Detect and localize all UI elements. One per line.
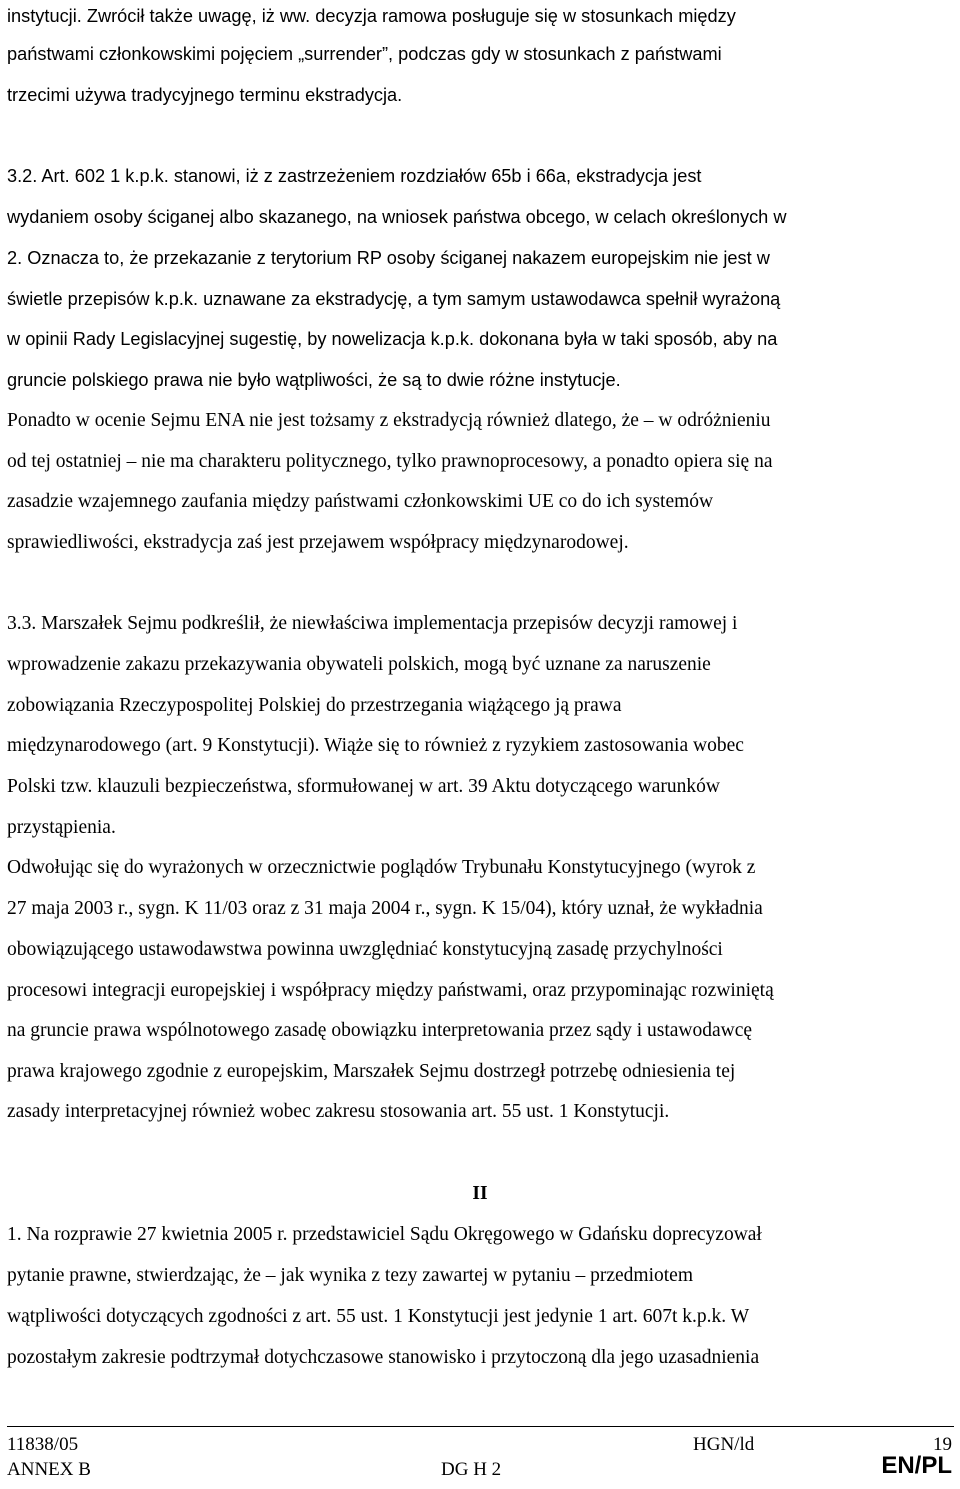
body-line-14: 3.3. Marszałek Sejmu podkreślił, że niewłaściwa implementacja przepisów decyzji ramowej i [7, 613, 738, 634]
section-heading: II [472, 1183, 488, 1204]
footer-dg: DG H 2 [441, 1459, 502, 1480]
body-line-15: wprowadzenie zakazu przekazywania obywateli polskich, mogą być uznane za naruszenie [7, 654, 711, 675]
body-line-17: międzynarodowego (art. 9 Konstytucji). Wiąże się to również z ryzykiem zastosowania wobec [7, 735, 744, 756]
body-line-5: wydaniem osoby ściganej albo skazanego, na wniosek państwa obcego, w celach określonych w [7, 207, 787, 227]
body-line-13: sprawiedliwości, ekstradycja zaś jest przejawem współpracy międzynarodowej. [7, 532, 629, 553]
body-line-1: instytucji. Zwrócił także uwagę, iż ww. decyzja ramowa posługuje się w stosunkach między [7, 6, 736, 26]
footer-language: EN/PL [881, 1452, 952, 1479]
body-line-28: pytanie prawne, stwierdzając, że – jak wynika z tezy zawartej w pytaniu – przedmiotem [7, 1265, 694, 1286]
body-line-9: gruncie polskiego prawa nie było wątpliwości, że są to dwie różne instytucje. [7, 370, 621, 390]
footer-doc-number: 11838/05 [7, 1434, 79, 1455]
body-line-16: zobowiązania Rzeczypospolitej Polskiej do przestrzegania wiążącego ją prawa [7, 695, 622, 716]
body-line-4: 3.2. Art. 602 1 k.p.k. stanowi, iż z zastrzeżeniem rozdziałów 65b i 66a, ekstradycja jest [7, 166, 702, 186]
body-line-30: pozostałym zakresie podtrzymał dotychczasowe stanowisko i przytoczoną dla jego uzasadnienia [7, 1347, 760, 1368]
body-line-6: 2. Oznacza to, że przekazanie z terytorium RP osoby ściganej nakazem europejskim nie jest w [7, 248, 770, 268]
body-line-12: zasadzie wzajemnego zaufania między państwami członkowskimi UE co do ich systemów [7, 491, 714, 512]
footer-annex: ANNEX B [7, 1459, 91, 1480]
body-line-29: wątpliwości dotyczących zgodności z art. 55 ust. 1 Konstytucji jest jedynie 1 art. 607t k.p.k. W [7, 1306, 750, 1327]
footer-page-number: 19 [933, 1434, 952, 1455]
body-line-24: na gruncie prawa wspólnotowego zasadę obowiązku interpretowania przez sądy i ustawodawcę [7, 1020, 753, 1041]
body-line-10: Ponadto w ocenie Sejmu ENA nie jest tożsamy z ekstradycją również dlatego, że – w odróżnieniu [7, 410, 771, 431]
body-line-22: obowiązującego ustawodawstwa powinna uwzględniać konstytucyjną zasadę przychylności [7, 939, 723, 960]
body-line-7: świetle przepisów k.p.k. uznawane za ekstradycję, a tym samym ustawodawca spełnił wyrażoną [7, 289, 781, 309]
body-line-2: państwami członkowskimi pojęciem „surrender”, podczas gdy w stosunkach z państwami [7, 44, 722, 64]
body-line-21: 27 maja 2003 r., sygn. K 11/03 oraz z 31 maja 2004 r., sygn. K 15/04), który uznał, że wykładnia [7, 898, 763, 919]
footer-initials: HGN/ld [693, 1434, 755, 1455]
body-line-19: przystąpienia. [7, 817, 116, 838]
body-line-18: Polski tzw. klauzuli bezpieczeństwa, sformułowanej w art. 39 Aktu dotyczącego warunków [7, 776, 720, 797]
body-line-20: Odwołując się do wyrażonych w orzecznictwie poglądów Trybunału Konstytucyjnego (wyrok z [7, 857, 756, 878]
body-line-26: zasady interpretacyjnej również wobec zakresu stosowania art. 55 ust. 1 Konstytucji. [7, 1101, 670, 1122]
body-line-25: prawa krajowego zgodnie z europejskim, Marszałek Sejmu dostrzegł potrzebę odniesienia tej [7, 1061, 736, 1082]
body-line-23: procesowi integracji europejskiej i współpracy między państwami, oraz przypominając rozwiniętą [7, 980, 774, 1001]
footer-divider [7, 1426, 954, 1427]
body-line-8: w opinii Rady Legislacyjnej sugestię, by nowelizacja k.p.k. dokonana była w taki sposób, aby na [7, 329, 778, 349]
body-line-3: trzecimi używa tradycyjnego terminu ekstradycja. [7, 85, 403, 105]
body-line-11: od tej ostatniej – nie ma charakteru politycznego, tylko prawnoprocesowy, a ponadto opiera się na [7, 451, 773, 472]
body-line-27: 1. Na rozprawie 27 kwietnia 2005 r. przedstawiciel Sądu Okręgowego w Gdańsku doprecyzował [7, 1224, 762, 1245]
